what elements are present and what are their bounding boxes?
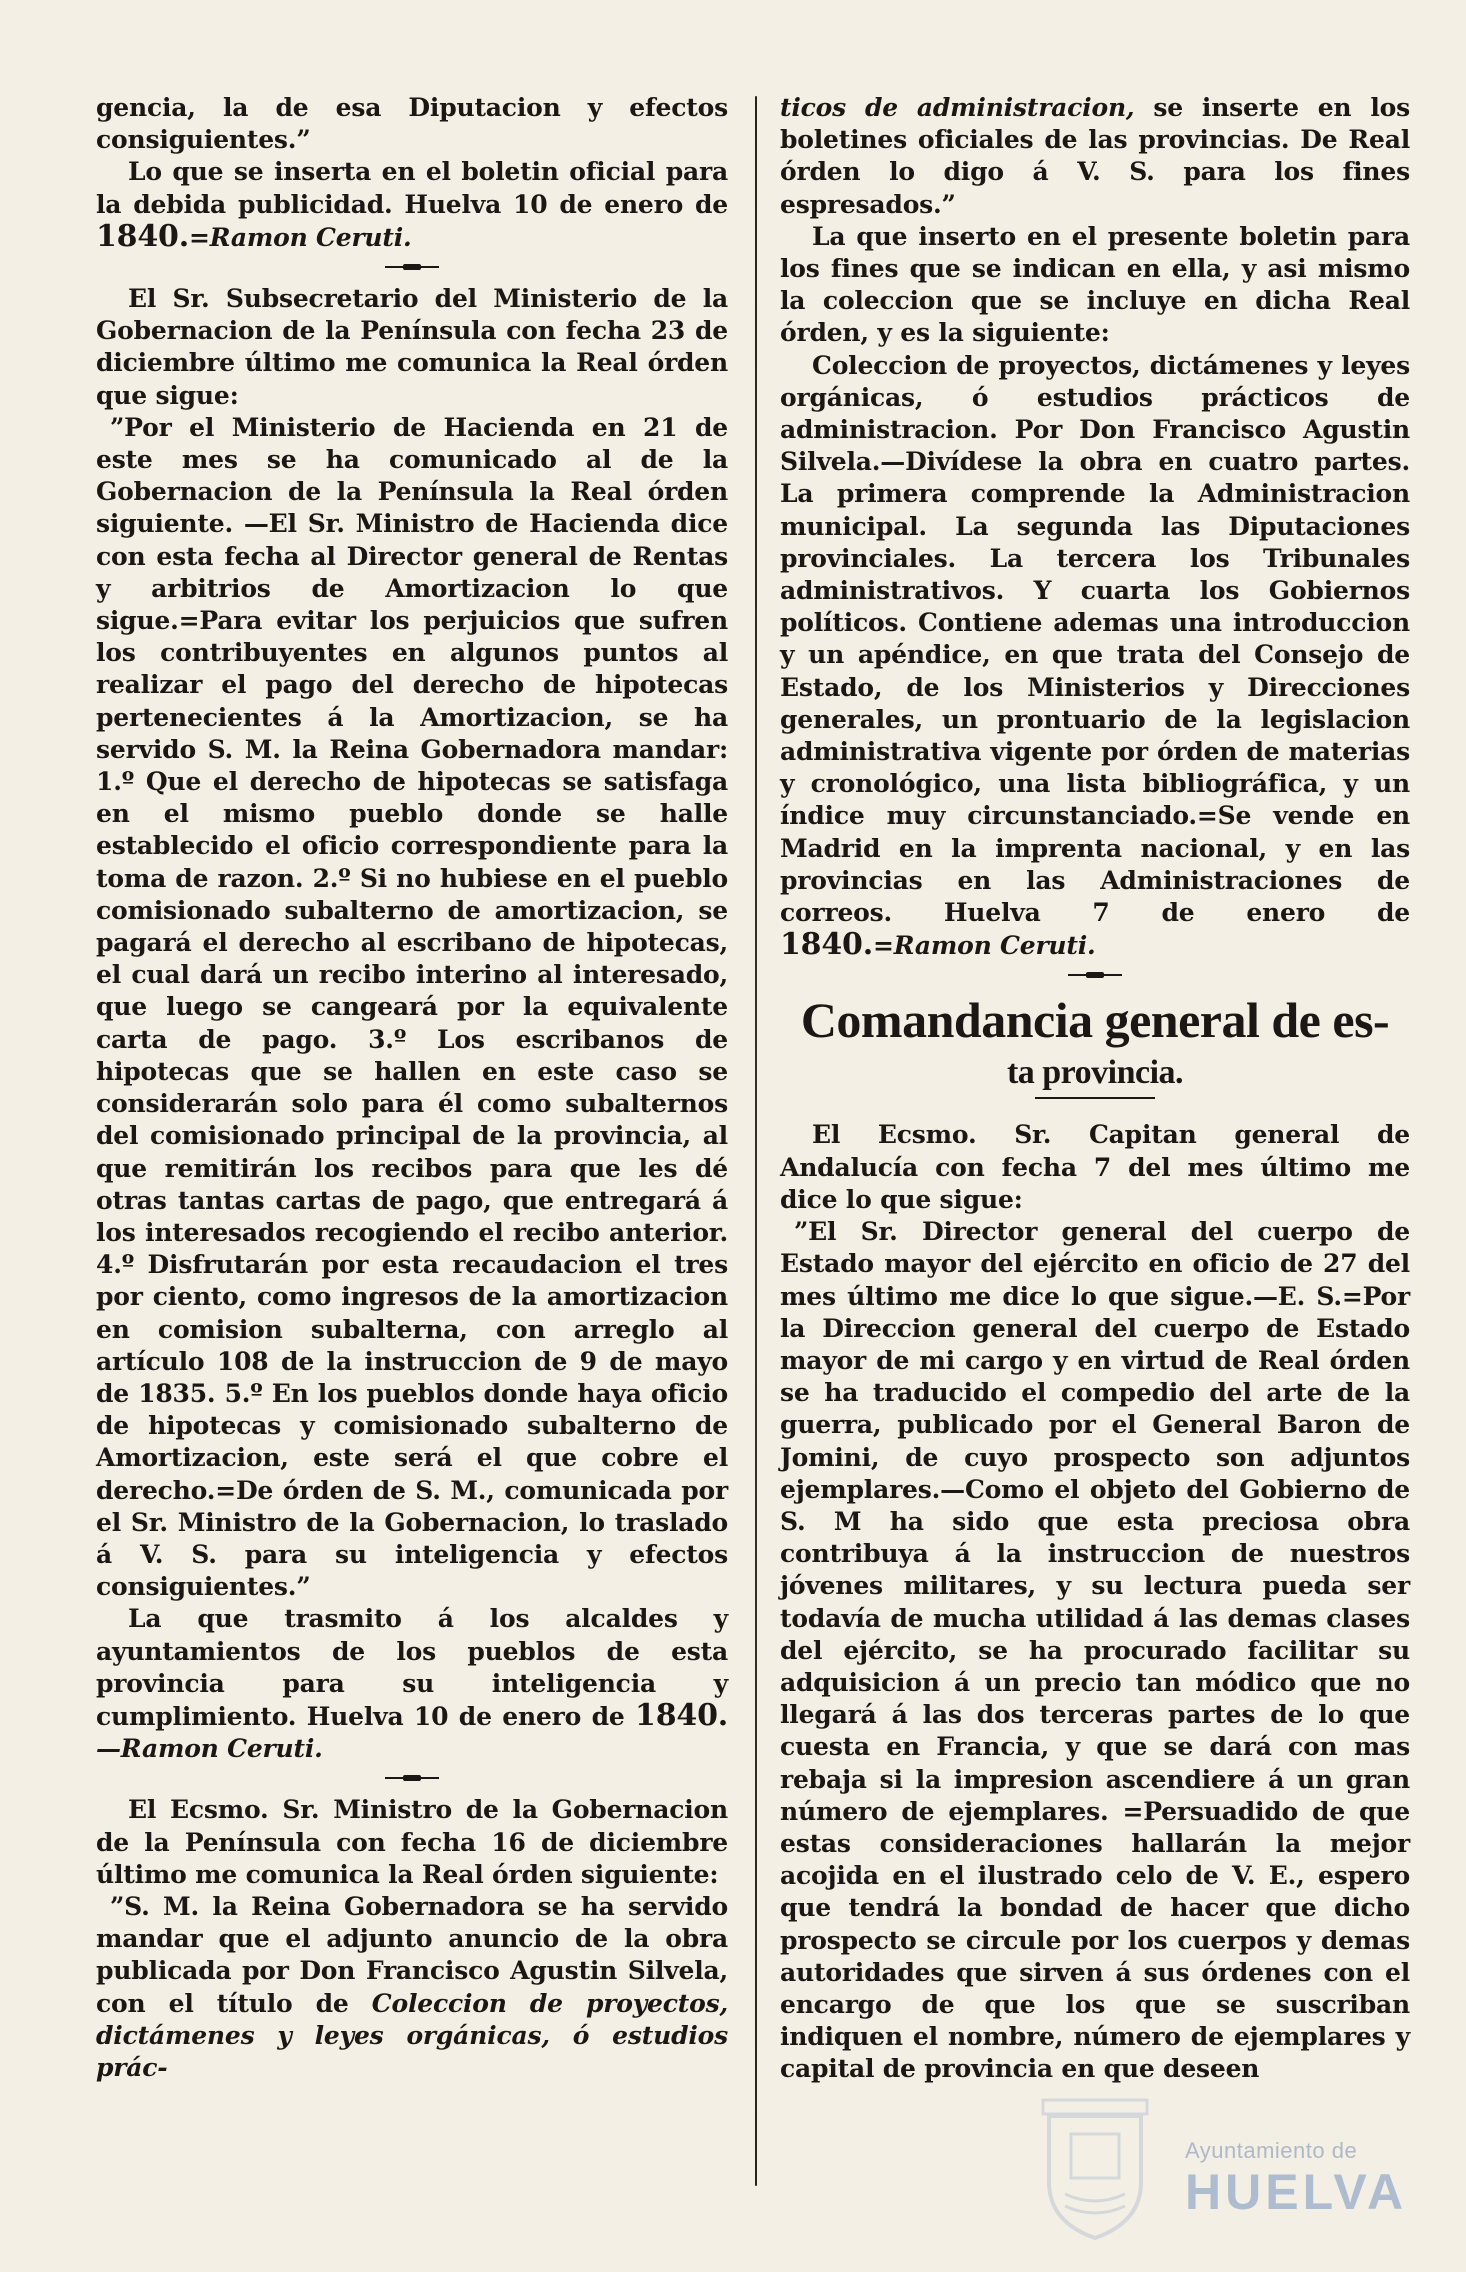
section-heading xyxy=(780,991,1410,1093)
paragraph-ministro-gobernacion: El Ecsmo. Sr. Ministro de la Gobernacion de la Península con fecha 16 de diciembre último me comunica la Real órden siguiente: xyxy=(96,1795,728,1889)
column-divider xyxy=(755,96,757,2186)
paragraph-publication-notice xyxy=(96,156,728,254)
trasmito-year: 1840. xyxy=(635,1697,728,1733)
paragraph-real-orden-hacienda: ”Por el Ministerio de Hacienda en 21 de este mes se ha comunicado al de la Gobernacion de la Península la Real órden siguiente. —El Sr. Ministro de Hacienda dice con esta fecha al Director general de Rentas y arbitrios de Amortizacion lo que sigue.=Para evitar los perjuicios que sufren los contribuyentes en algunos puntos al realizar el pago del derecho de hipotecas pertenecientes á la Amortizacion, se ha servido S. M. la Reina Gobernadora mandar: 1.º Que el derecho de hipotecas se satisfaga en el mismo pueblo donde se halle establecido el oficio correspondiente para la toma de razon. 2.º Si no hubiese en el pueblo comisionado subalterno de amortizacion, se pagará el derecho al escribano de hipotecas, el cual dará un recibo interino al interesado, que luego se cangeará por la equivalente carta de pago. 3.º Los escribanos de hipotecas que se hallen en este caso se considerarán solo para él como subalternos del comisionado principal de la provincia, al que remitirán los recibos para que les dé otras tantas cartas de pago, que entregará á los interesados recogiendo el recibo anterior. 4.º Disfrutarán por esta recaudacion el tres por ciento, como ingresos de la amortizacion en comision subalterna, con arreglo al artículo 108 de la instruccion de 9 de mayo de 1835. 5.º En los pueblos donde haya oficio de hipotecas y comisionado subalterno de Amortizacion, este será el que cobre el derecho.=De órden de S. M., comunicada por el Sr. Ministro de la Gobernacion, lo traslado á V. S. para su inteligencia y efectos consiguientes.” xyxy=(96,412,728,1602)
paragraph-inserto: La que inserto en el presente boletin para los fines que se indican en ella, y asi mismo la coleccion que se incluye en dicha Real órden, y es la siguiente: xyxy=(780,221,1410,348)
section-separator xyxy=(1068,972,1122,977)
coleccion-year: 1840. xyxy=(780,927,873,963)
reina-text: ”S. M. la Reina Gobernadora se ha servido mandar que el adjunto anuncio de la obra publicada por Don Francisco Agustin Silvela, con el título de xyxy=(96,1891,728,2018)
heading-main: Comandancia general de es- xyxy=(800,992,1390,1049)
city-seal-icon xyxy=(1035,2082,1155,2242)
paragraph-continuation: gencia, la de esa Diputacion y efectos consiguientes.” xyxy=(96,93,728,155)
coleccion-text: Coleccion de proyectos, dictámenes y leyes orgánicas, ó estudios prácticos de administracion. Por Don Francisco Agustin Silvela.—Divídese la obra en cuatro partes. La primera comprende la Administracion municipal. La segunda las Diputaciones provinciales. La tercera los Tribunales administrativos. Y cuarta los Gobiernos políticos. Contiene ademas una introduccion y un apéndice, en que trata del Consejo de Estado, de los Ministerios y Direcciones generales, un prontuario de la legislacion administrativa vigente por órden de materias y cronológico, una lista bibliográfica, y un índice muy circunstanciado.=Se vende en Madrid en la imprenta nacional, y en las provincias en las Administraciones de correos. Huelva 7 de enero de xyxy=(780,350,1410,928)
section-separator xyxy=(385,1775,439,1780)
right-column xyxy=(780,92,1410,2086)
paragraph-capitan-general: El Ecsmo. Sr. Capitan general de Andalucía con fecha 7 del mes último me dice lo que sigue: xyxy=(780,1120,1410,1214)
notice-text: Lo que se inserta en el boletin oficial para la debida publicidad. Huelva 10 de enero de xyxy=(96,157,728,219)
reina-work-title: Coleccion de proyectos, dictámenes y leyes orgánicas, ó estudios prác- xyxy=(96,1988,728,2082)
continued-work-title: ticos de administracion, xyxy=(780,93,1135,122)
trasmito-text: La que trasmito á los alcaldes y ayuntamientos de los pueblos de esta provincia para su inteligencia y cumplimiento. Huelva 10 de enero de xyxy=(96,1604,728,1731)
watermark-line1: Ayuntamiento de xyxy=(1185,2138,1358,2163)
section-separator xyxy=(385,264,439,269)
paragraph-director-general: ”El Sr. Director general del cuerpo de Estado mayor del ejército en oficio de 27 del mes último me dice lo que sigue.—E. S.=Por la Direccion general del cuerpo de Estado mayor de mi cargo y en virtud de Real órden se ha traducido el compedio del arte de la guerra, publicado por el General Baron de Jomini, de cuyo prospecto son adjuntos ejemplares.—Como el objeto del Gobierno de S. M ha sido que esta preciosa obra contribuya á la instruccion de nuestros jóvenes militares, y su lectura pueda ser todavía de mucha utilidad á las demas clases del ejército, se ha procurado facilitar su adquisicion á un precio tan módico que no llegará á las dos terceras partes de lo que cuesta en Francia, y que se dará con mas rebaja si la impresion ascendiere á un gran número de ejemplares. =Persuadido de que estas consideraciones hallarán la mejor acojida en el ilustrado celo de V. E., espero que tendrá la bondad de hacer que dicho prospecto se circule por los cuerpos y demas autoridades que sirven á sus órdenes con el encargo de que los que se suscriban indiquen el nombre, número de ejemplares y capital de provincia en que deseen xyxy=(780,1217,1410,2084)
paragraph-trasmito xyxy=(96,1603,728,1765)
notice-signature: =Ramon Ceruti. xyxy=(188,222,412,252)
left-column xyxy=(96,92,728,2084)
watermark-line2: HUELVA xyxy=(1185,2164,1408,2220)
continued-text: se inserte en los boletines oficiales de las provincias. De Real órden lo digo á V. S. para los fines espresados.” xyxy=(780,93,1410,219)
heading-sub: ta provincia. xyxy=(1006,1054,1184,1092)
paragraph-subsecretario: El Sr. Subsecretario del Ministerio de la Gobernacion de la Península con fecha 23 de diciembre último me comunica la Real órden que sigue: xyxy=(96,284,728,410)
heading-underline xyxy=(1035,1097,1155,1099)
trasmito-signature: —Ramon Ceruti. xyxy=(96,1734,323,1764)
paragraph-coleccion xyxy=(780,350,1410,963)
notice-year: 1840. xyxy=(96,218,189,254)
paragraph-reina-gobernadora xyxy=(96,1891,728,2084)
coleccion-signature: =Ramon Ceruti. xyxy=(872,931,1096,961)
paragraph-continuation-right xyxy=(780,92,1410,221)
